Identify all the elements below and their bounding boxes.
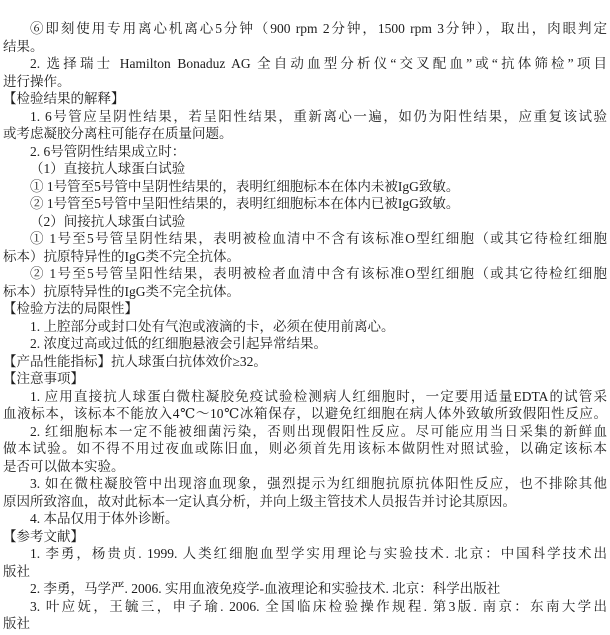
doc-line: ② 1号管至5号管中呈阳性结果的，表明红细胞标本在体内已被IgG致敏。 — [30, 196, 460, 211]
doc-line: 版社 — [3, 616, 30, 631]
doc-line: ② 1号至5号管呈阳性结果，表明被检者血清中含有该标准O型红细胞（或其它待检红细胞 — [30, 266, 607, 281]
doc-line: 2. 选择瑞士 Hamilton Bonaduz AG 全自动血型分析仪“交叉配血”或“抗体筛检”项目 — [30, 56, 607, 71]
doc-line: 1. 上腔部分或封口处有气泡或液滴的卡，必须在使用前离心。 — [30, 318, 395, 334]
doc-line: 3. 如在微柱凝胶管中出现溶血现象，强烈提示为红细胞抗原抗体阳性反应，也不排除其他 — [30, 476, 607, 491]
doc-line: 结果。 — [3, 38, 44, 54]
doc-line: 原因所致溶血，故对此标本一定认真分析，并向上级主管技术人员报告并讨论其原因。 — [3, 493, 516, 509]
doc-line: 血液标本，该标本不能放入4℃～10℃冰箱保存，以避免红细胞在病人体外致敏所致假阳性反应。 — [3, 406, 607, 421]
doc-line: 2. 浓度过高或过低的红细胞悬液会引起异常结果。 — [30, 336, 327, 351]
doc-line: 是否可以做本实验。 — [3, 458, 125, 474]
doc-line: 标本）抗原特异性的IgG类不完全抗体。 — [3, 248, 240, 264]
section-heading: 【检验结果的解释】 — [3, 91, 125, 106]
section-heading: 【参考文献】 — [3, 528, 84, 544]
doc-line: ① 1号管至5号管中呈阴性结果的，表明红细胞标本在体内未被IgG致敏。 — [30, 178, 460, 194]
doc-line: 标本）抗原特异性的IgG类不完全抗体。 — [3, 283, 240, 299]
doc-line: 1. 应用直接抗人球蛋白微柱凝胶免疫试验检测病人红细胞时，一定要用适量EDTA的试管采 — [30, 388, 607, 404]
doc-line: 4. 本品仅用于体外诊断。 — [30, 511, 179, 526]
doc-line: 或考虑凝胶分离柱可能存在质量问题。 — [3, 126, 233, 141]
document-body — [3, 20, 607, 633]
doc-line: 3. 叶应妩，王毓三，申子瑜. 2006. 全国临床检验操作规程. 第3版. 南京：东南大学出 — [30, 598, 607, 614]
section-heading: 【产品性能指标】抗人球蛋白抗体效价≥32。 — [3, 353, 267, 369]
doc-line: 进行操作。 — [3, 73, 71, 89]
doc-line: 2. 6号管阴性结果成立时： — [30, 143, 186, 159]
doc-line: 1. 李勇，杨贵贞. 1999. 人类红细胞血型学实用理论与实验技术. 北京：中国科学技术出 — [30, 546, 607, 561]
section-heading: 【检验方法的局限性】 — [3, 301, 138, 316]
doc-line: 版社 — [3, 563, 30, 579]
doc-line: 2. 李勇，马学严. 2006. 实用血液免疫学-血液理论和实验技术. 北京：科学出版社 — [30, 581, 501, 596]
doc-line: ⑥即刻使用专用离心机离心5分钟（900 rpm 2分钟，1500 rpm 3分钟），取出，肉眼判定 — [30, 21, 607, 36]
doc-line: （2）间接抗人球蛋白试验 — [30, 213, 186, 229]
doc-line: 做本试验。如不得不用过夜血或陈旧血，则必须首先用该标本做阴性对照试验，以确定该标本 — [3, 441, 607, 456]
doc-line: ① 1号至5号管呈阴性结果，表明被检血清中不含有该标准O型红细胞（或其它待检红细胞 — [30, 231, 607, 246]
doc-line: （1）直接抗人球蛋白试验 — [30, 161, 186, 176]
doc-line: 1. 6号管应呈阴性结果，若呈阳性结果，重新离心一遍，如仍为阳性结果，应重复该试验 — [30, 108, 607, 124]
doc-line: 2. 红细胞标本一定不能被细菌污染，否则出现假阳性反应。尽可能应用当日采集的新鲜血 — [30, 423, 607, 439]
section-heading: 【注意事项】 — [3, 371, 84, 386]
